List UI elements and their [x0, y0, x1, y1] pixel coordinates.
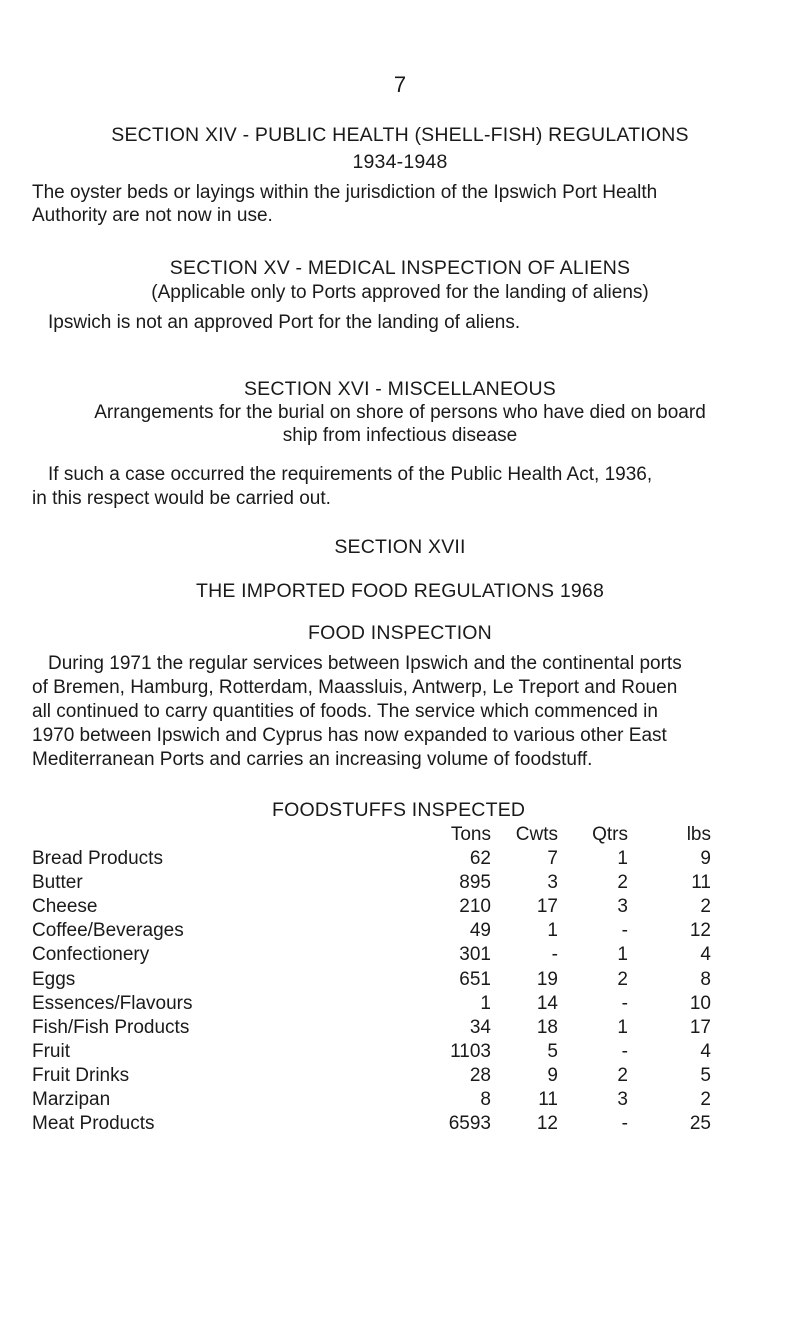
- row-lbs: 2: [700, 1089, 711, 1110]
- food-inspection-para-line-3: all continued to carry quantities of foods. The service which commenced in: [32, 701, 658, 722]
- row-cwts: 14: [536, 992, 558, 1014]
- section-15-title: SECTION XV - MEDICAL INSPECTION OF ALIENS: [169, 257, 631, 279]
- food-inspection-para-line-5: Mediterranean Ports and carries an increasing volume of foodstuff.: [32, 749, 593, 770]
- row-lbs: 4: [700, 944, 711, 966]
- table-row: [0, 1041, 800, 1065]
- table-row: [0, 1065, 800, 1089]
- table-row: [0, 969, 800, 993]
- section-14-para-line-1: The oyster beds or layings within the jurisdiction of the Ipswich Port Health: [32, 182, 658, 203]
- row-qtrs: 3: [617, 896, 628, 918]
- row-lbs: 12: [689, 920, 711, 942]
- section-16-para-line-2: in this respect would be carried out.: [32, 488, 331, 509]
- row-lbs: 9: [700, 848, 711, 869]
- section-15-para: Ipswich is not an approved Port for the landing of aliens.: [48, 312, 521, 333]
- row-name: Meat Products: [32, 1113, 155, 1135]
- header-cwts: Cwts: [515, 824, 558, 845]
- section-17-title: SECTION XVII: [334, 536, 466, 558]
- food-inspection-para-line-1: During 1971 the regular services between Ipswich and the continental ports: [48, 653, 682, 674]
- row-cwts: 3: [547, 872, 558, 894]
- row-tons: 1: [480, 992, 491, 1014]
- row-name: Essences/Flavours: [32, 992, 193, 1014]
- row-cwts: 5: [547, 1040, 558, 1062]
- food-inspection-para-line-4: 1970 between Ipswich and Cyprus has now expanded to various other East: [32, 725, 667, 746]
- table-row: [0, 920, 800, 944]
- food-inspection-heading: FOOD INSPECTION: [308, 622, 492, 644]
- row-lbs: 17: [689, 1016, 711, 1038]
- row-name: Fish/Fish Products: [32, 1016, 190, 1038]
- row-cwts: 18: [536, 1016, 558, 1038]
- section-16-subtitle-line-2: ship from infectious disease: [282, 425, 518, 446]
- row-name: Marzipan: [32, 1089, 111, 1110]
- row-cwts: 1: [547, 920, 558, 942]
- row-name: Fruit Drinks: [32, 1064, 130, 1086]
- table-row: [0, 944, 800, 968]
- row-tons: 1103: [450, 1040, 491, 1062]
- section-14-title: SECTION XIV - PUBLIC HEALTH (SHELL-FISH) REGULATIONS: [111, 124, 689, 146]
- row-name: Butter: [32, 872, 83, 894]
- row-cwts: 11: [538, 1089, 558, 1110]
- section-16-title: SECTION XVI - MISCELLANEOUS: [243, 378, 557, 400]
- row-cwts: -: [551, 944, 558, 966]
- section-14-para-line-2: Authority are not now in use.: [32, 205, 273, 226]
- section-14-years: 1934-1948: [352, 151, 448, 173]
- row-tons: 49: [469, 920, 491, 942]
- row-tons: 8: [480, 1089, 491, 1110]
- row-qtrs: 2: [617, 1064, 628, 1086]
- table-row: [0, 896, 800, 920]
- table-row: [0, 872, 800, 896]
- table-row: [0, 1017, 800, 1041]
- row-qtrs: 2: [617, 968, 628, 990]
- row-name: Bread Products: [32, 848, 163, 869]
- row-cwts: 17: [536, 896, 558, 918]
- row-qtrs: -: [621, 992, 628, 1014]
- row-tons: 6593: [448, 1113, 491, 1135]
- row-qtrs: -: [621, 1040, 628, 1062]
- row-qtrs: 3: [617, 1089, 628, 1110]
- table-title: FOODSTUFFS INSPECTED: [272, 799, 526, 821]
- row-tons: 62: [469, 848, 491, 869]
- row-tons: 651: [459, 968, 491, 990]
- table-row: [0, 993, 800, 1017]
- row-name: Confectionery: [32, 944, 150, 966]
- table-header-row: [0, 824, 800, 848]
- food-inspection-para-line-2: of Bremen, Hamburg, Rotterdam, Maassluis, Antwerp, Le Treport and Rouen: [32, 677, 678, 698]
- row-lbs: 11: [691, 872, 711, 894]
- row-name: Eggs: [32, 968, 76, 990]
- row-tons: 34: [469, 1016, 491, 1038]
- row-qtrs: -: [621, 1113, 628, 1135]
- page-number: 7: [393, 72, 407, 97]
- header-qtrs: Qtrs: [592, 824, 628, 845]
- header-lbs: lbs: [686, 824, 711, 845]
- row-cwts: 19: [536, 968, 558, 990]
- row-cwts: 7: [547, 848, 558, 869]
- section-17-regulations-heading: THE IMPORTED FOOD REGULATIONS 1968: [195, 580, 605, 602]
- section-15-subtitle: (Applicable only to Ports approved for the landing of aliens): [151, 282, 649, 303]
- section-16-para-line-1: If such a case occurred the requirements of the Public Health Act, 1936,: [48, 464, 653, 485]
- row-tons: 895: [459, 872, 491, 894]
- header-tons: Tons: [450, 824, 491, 845]
- row-qtrs: -: [621, 920, 628, 942]
- row-tons: 301: [459, 944, 491, 966]
- row-cwts: 9: [547, 1064, 558, 1086]
- row-lbs: 2: [700, 896, 711, 918]
- row-lbs: 25: [689, 1113, 711, 1135]
- table-row: [0, 1089, 800, 1113]
- row-qtrs: 1: [617, 1016, 628, 1038]
- row-cwts: 12: [536, 1113, 558, 1135]
- row-name: Fruit: [32, 1040, 70, 1062]
- row-lbs: 8: [700, 968, 711, 990]
- row-name: Cheese: [32, 896, 98, 918]
- row-name: Coffee/Beverages: [32, 920, 184, 942]
- table-row: [0, 848, 800, 872]
- row-qtrs: 1: [617, 848, 628, 869]
- row-lbs: 4: [700, 1040, 711, 1062]
- row-lbs: 10: [689, 992, 711, 1014]
- section-16-subtitle-line-1: Arrangements for the burial on shore of persons who have died on board: [94, 402, 706, 423]
- row-tons: 28: [469, 1064, 491, 1086]
- row-tons: 210: [459, 896, 491, 918]
- table-row: [0, 1113, 800, 1137]
- row-qtrs: 2: [617, 872, 628, 894]
- row-lbs: 5: [700, 1064, 711, 1086]
- row-qtrs: 1: [617, 944, 628, 966]
